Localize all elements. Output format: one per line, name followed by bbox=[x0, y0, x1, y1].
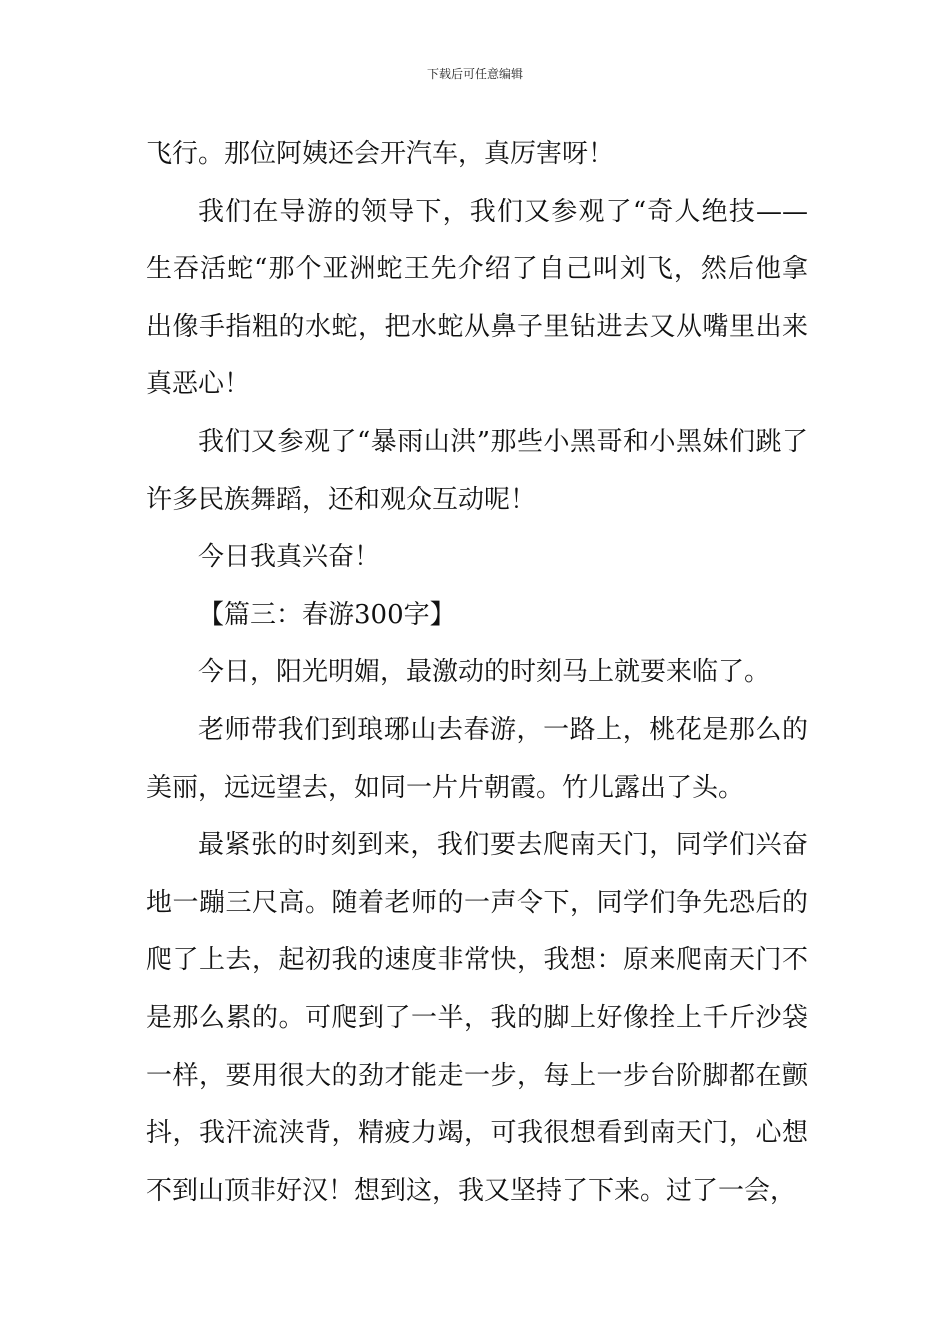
section-heading: 【篇三：春游300字】 bbox=[198, 599, 456, 630]
paragraph: 飞行。那位阿姨还会开汽车，真厉害呀！ bbox=[146, 139, 615, 169]
page-header: 下载后可任意编辑 bbox=[426, 67, 523, 81]
paragraph: 今日，阳光明媚，最激动的时刻马上就要来临了。 bbox=[198, 657, 771, 688]
paragraph: 今日我真兴奋！ bbox=[198, 542, 381, 573]
paragraph: 最紧张的时刻到来，我们要去爬南天门，同学们兴奋地一蹦三尺高。随着老师的一声令下，同学们争先恐后的爬了上去，起初我的速度非常快，我想：原来爬南天门不是那么累的。可爬到了一半，我的脚上好像拴上千斤沙袋一样，要用很大的劲才能走一步，每上一步台阶脚都在颤抖，我汗流浃背，精疲力竭，可我很想看到南天门，心想不到山顶非好汉！想到这，我又坚持了下来。过了一会， bbox=[146, 830, 808, 1206]
paragraph: 老师带我们到琅琊山去春游，一路上，桃花是那么的美丽，远远望去，如同一片片朝霞。竹儿露出了头。 bbox=[146, 714, 808, 803]
paragraph: 我们又参观了“暴雨山洪”那些小黑哥和小黑妹们跳了许多民族舞蹈，还和观众互动呢！ bbox=[146, 426, 808, 515]
paragraph: 我们在导游的领导下，我们又参观了“奇人绝技——生吞活蛇“那个亚洲蛇王先介绍了自己叫刘飞，然后他拿出像手指粗的水蛇，把水蛇从鼻子里钻进去又从嘴里出来真恶心！ bbox=[146, 196, 808, 400]
document-body bbox=[146, 126, 808, 1220]
